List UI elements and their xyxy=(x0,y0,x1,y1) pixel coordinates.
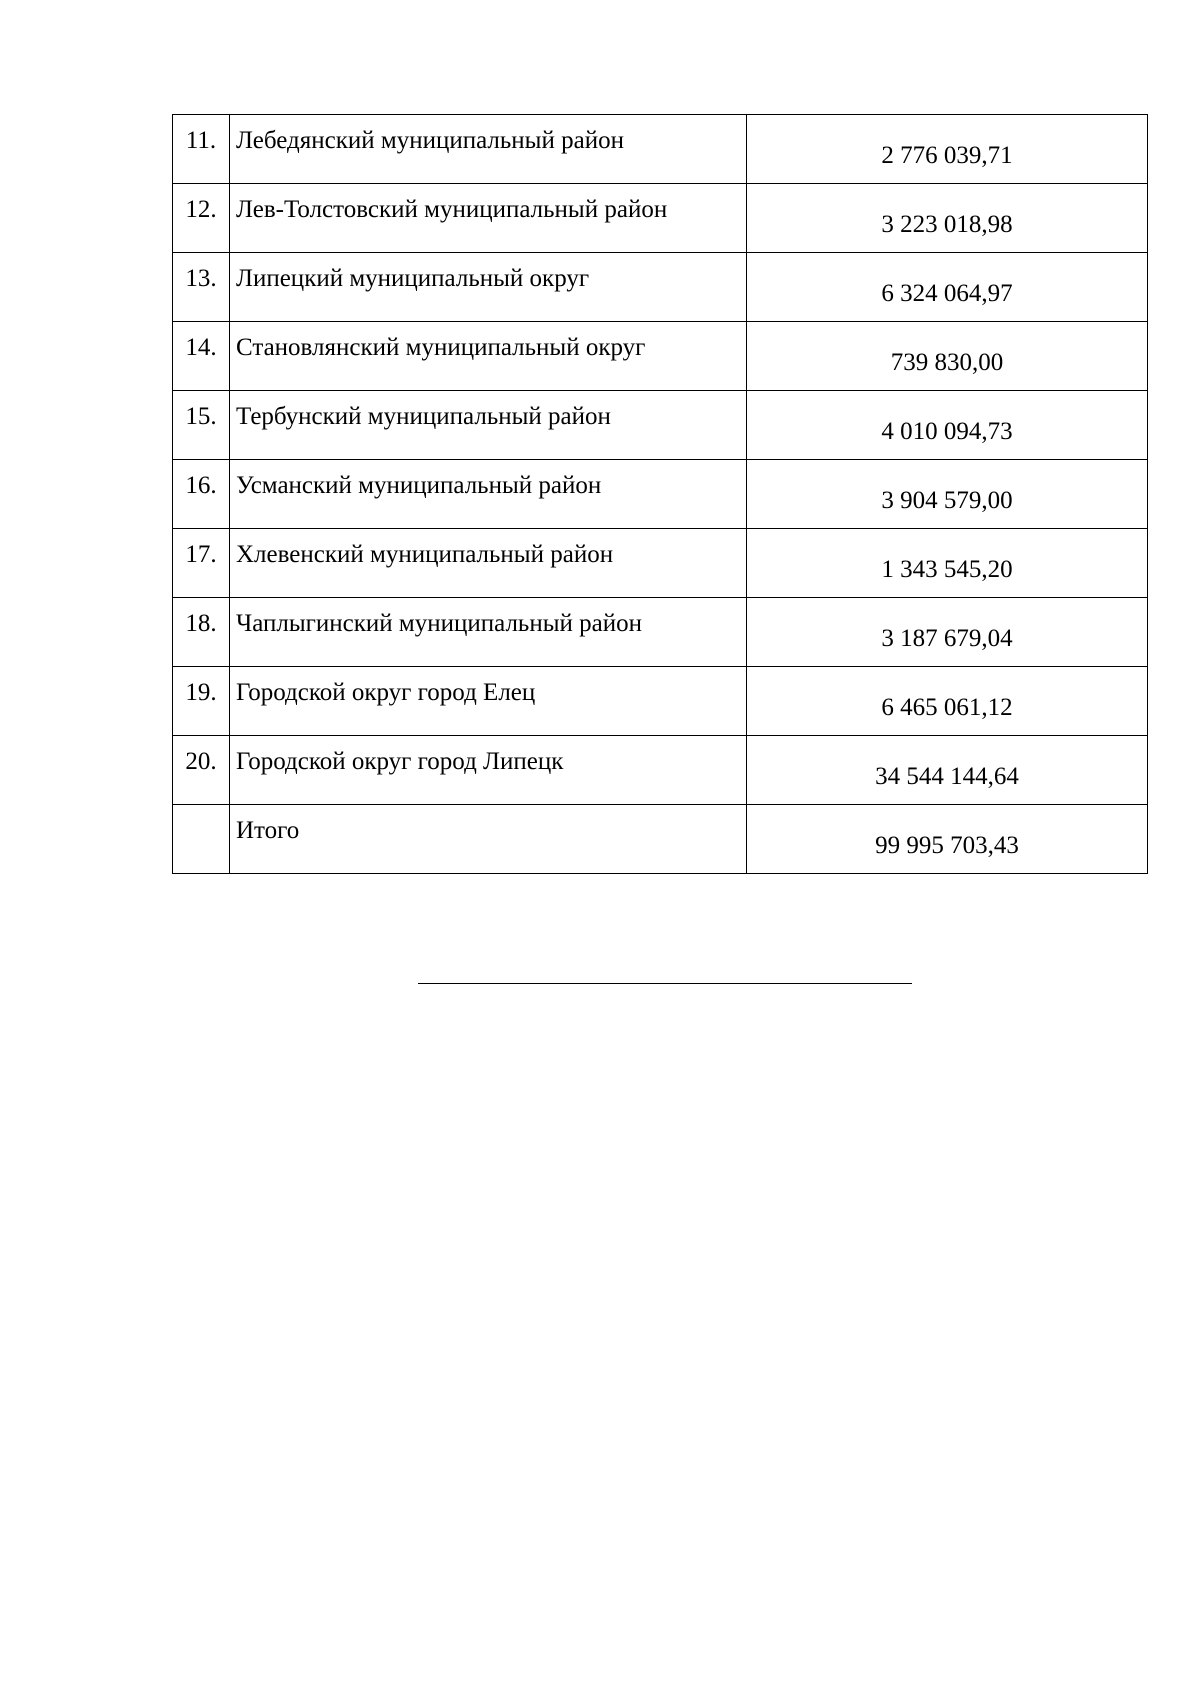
table-row xyxy=(173,391,1148,460)
amount-value: 3 223 018,98 xyxy=(747,184,1148,253)
table-row xyxy=(173,115,1148,184)
table-row xyxy=(173,253,1148,322)
table-row xyxy=(173,598,1148,667)
municipality-name: Тербунский муниципальный район xyxy=(230,391,747,460)
row-number: 17. xyxy=(173,529,230,598)
municipality-name: Хлевенский муниципальный район xyxy=(230,529,747,598)
row-number: 16. xyxy=(173,460,230,529)
distribution-table xyxy=(172,114,1148,874)
municipality-name: Городской округ город Елец xyxy=(230,667,747,736)
row-number: 20. xyxy=(173,736,230,805)
table-row xyxy=(173,460,1148,529)
total-value: 99 995 703,43 xyxy=(747,805,1148,874)
amount-value: 3 187 679,04 xyxy=(747,598,1148,667)
municipality-name: Липецкий муниципальный округ xyxy=(230,253,747,322)
municipality-name: Становлянский муниципальный округ xyxy=(230,322,747,391)
row-number: 11. xyxy=(173,115,230,184)
row-number: 18. xyxy=(173,598,230,667)
amount-value: 6 465 061,12 xyxy=(747,667,1148,736)
amount-value: 1 343 545,20 xyxy=(747,529,1148,598)
amount-value: 2 776 039,71 xyxy=(747,115,1148,184)
row-number: 13. xyxy=(173,253,230,322)
table-row xyxy=(173,184,1148,253)
end-separator-line xyxy=(418,983,912,984)
table-row xyxy=(173,736,1148,805)
table-row xyxy=(173,529,1148,598)
row-number: 19. xyxy=(173,667,230,736)
amount-value: 3 904 579,00 xyxy=(747,460,1148,529)
amount-value: 4 010 094,73 xyxy=(747,391,1148,460)
total-row xyxy=(173,805,1148,874)
municipality-name: Чаплыгинский муниципальный район xyxy=(230,598,747,667)
table-row xyxy=(173,667,1148,736)
municipality-name: Лев-Толстовский муниципальный район xyxy=(230,184,747,253)
amount-value: 34 544 144,64 xyxy=(747,736,1148,805)
amount-value: 739 830,00 xyxy=(747,322,1148,391)
municipality-name: Городской округ город Липецк xyxy=(230,736,747,805)
row-number: 14. xyxy=(173,322,230,391)
municipality-name: Лебедянский муниципальный район xyxy=(230,115,747,184)
table-row xyxy=(173,322,1148,391)
row-number: 15. xyxy=(173,391,230,460)
total-number xyxy=(173,805,230,874)
municipality-name: Усманский муниципальный район xyxy=(230,460,747,529)
row-number: 12. xyxy=(173,184,230,253)
amount-value: 6 324 064,97 xyxy=(747,253,1148,322)
total-label: Итого xyxy=(230,805,747,874)
